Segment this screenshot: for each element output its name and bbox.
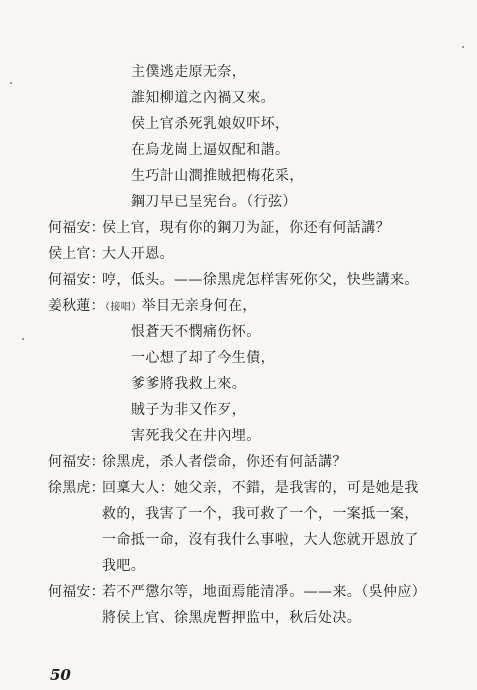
- dialogue-text: 哼，低头。——徐黑虎怎样害死你父，快些講来。: [102, 272, 419, 288]
- verse-line: 害死我父在井內埋。: [131, 428, 261, 444]
- verse-line: 主僕逃走原无奈，: [131, 64, 247, 80]
- verse-line: 鋼刀早已呈宪台。（行弦）: [131, 194, 297, 210]
- verse-line: 一心想了却了今生債，: [131, 350, 275, 366]
- sung-line: [100, 297, 257, 317]
- verse-line: 誰知柳道之內禍又來。: [131, 90, 275, 106]
- dialogue-continuation: 將侯上官、徐黑虎暫押监中，秋后处决。: [102, 610, 362, 626]
- speaker-label: 何福安：: [48, 454, 105, 470]
- paper-speck: [10, 82, 12, 84]
- verse-line: 賊子为非又作歹，: [131, 402, 247, 418]
- speaker-label: 徐黑虎：: [48, 480, 105, 496]
- verse-line: 爹爹將我救上來。: [131, 376, 247, 392]
- speaker-label: 何福安：: [48, 584, 105, 600]
- verse-line: 生巧計山澗推賊把梅花采，: [131, 168, 304, 184]
- dialogue-continuation: 我吧。: [102, 558, 146, 574]
- paper-speck: [22, 338, 24, 340]
- dialogue-text: 徐黑虎，杀人者偿命，你还有何話講？: [102, 454, 347, 470]
- sung-line-text: 举目无亲身何在，: [141, 298, 257, 314]
- paper-speck: [462, 46, 464, 48]
- dialogue-continuation: 一命抵一命，沒有我什么事啦，大人您就开恩放了: [102, 532, 419, 548]
- dialogue-text: 大人开恩。: [102, 246, 174, 262]
- dialogue-text: 回稟大人：她父亲，不錯，是我害的，可是她是我: [102, 480, 419, 496]
- speaker-label: 何福安：: [48, 272, 105, 288]
- speaker-label: 何福安：: [48, 220, 105, 236]
- singing-note: （接唱）: [100, 302, 142, 313]
- verse-line: 在烏龙崗上逼奴配和諧。: [131, 142, 290, 158]
- speaker-label: 侯上官：: [48, 246, 105, 262]
- dialogue-text: 侯上官，現有你的鋼刀为証，你还有何話講？: [102, 220, 390, 236]
- speaker-label: 姜秋蓮：: [48, 298, 105, 314]
- verse-line: 恨蒼天不憫痛伤怀。: [131, 324, 261, 340]
- dialogue-continuation: 救的，我害了一个，我可救了一个，一案抵一案，: [102, 506, 419, 522]
- dialogue-text: 若不严懲尔等，地面焉能清凈。——来。（吳仲应）: [102, 584, 427, 600]
- verse-line: 侯上官杀死乳娘奴吓坏，: [131, 116, 290, 132]
- page-number: 50: [50, 666, 71, 684]
